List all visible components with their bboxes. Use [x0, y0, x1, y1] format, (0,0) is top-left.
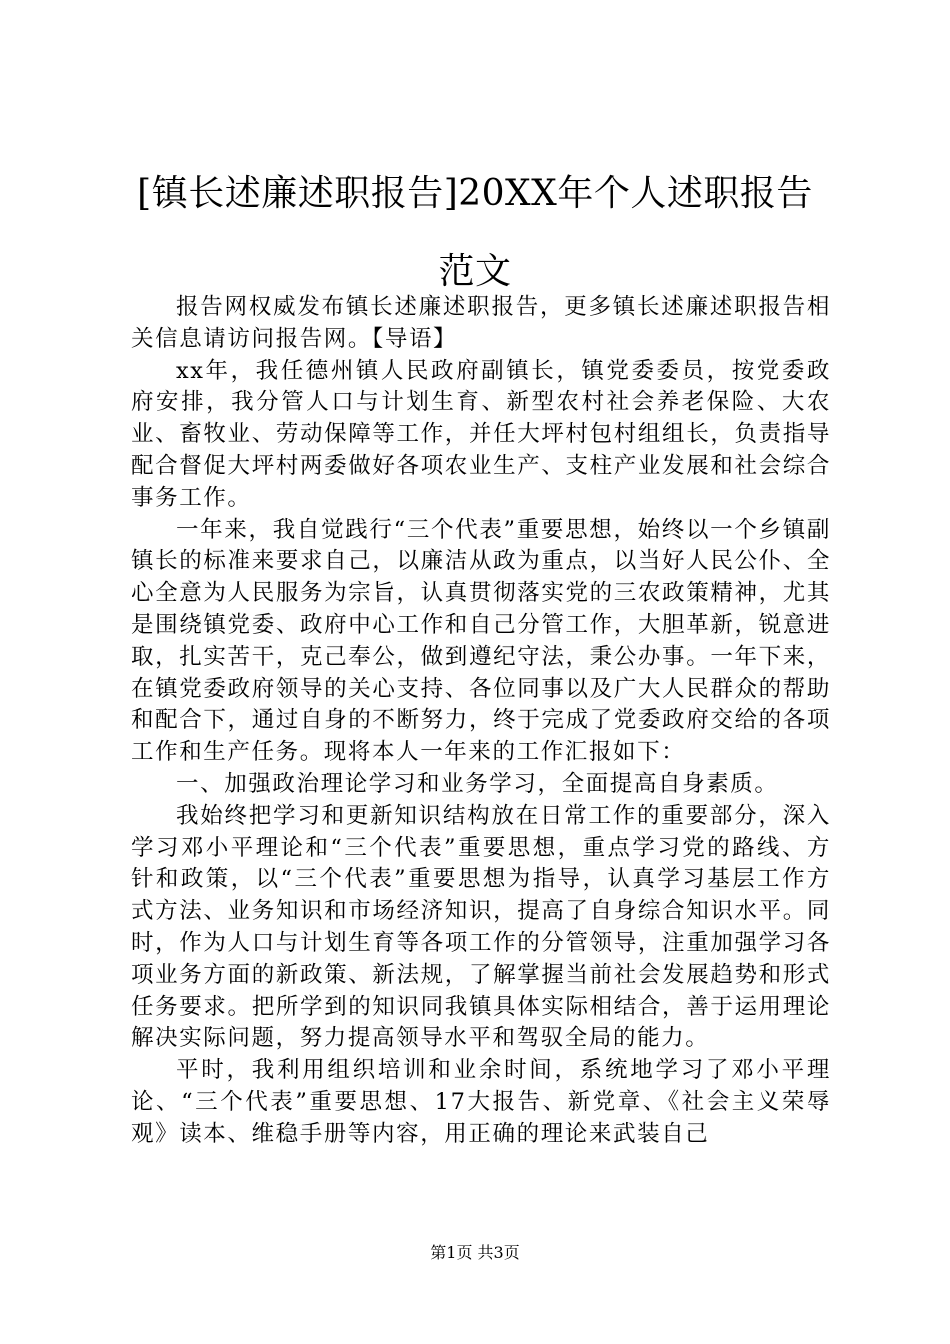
page-footer: 第1页 共3页 — [430, 1243, 520, 1262]
paragraph-training: 平时，我利用组织培训和业余时间，系统地学习了邓小平理论、“三个代表”重要思想、17大报告、新党章、《社会主义荣辱观》读本、维稳手册等内容，用正确的理论来武装自己 — [131, 1057, 831, 1147]
paragraph-intro: 报告网权威发布镇长述廉述职报告，更多镇长述廉述职报告相关信息请访问报告网。【导语】 — [131, 294, 831, 352]
document-title: [镇长述廉述职报告]20XX年个人述职报告范文 — [137, 173, 813, 292]
paragraph-duties: xx年，我任德州镇人民政府副镇长，镇党委委员，按党委政府安排，我分管人口与计划生育、新型农村社会养老保险、大农业、畜牧业、劳动保障等工作，并任大坪村包村组组长，负责指导配合督促大坪村两委做好各项农业生产、支柱产业发展和社会综合事务工作。 — [131, 357, 831, 511]
paragraph-summary: 一年来，我自觉践行“三个代表”重要思想，始终以一个乡镇副镇长的标准来要求自己，以廉洁从政为重点，以当好人民公仆、全心全意为人民服务为宗旨，认真贯彻落实党的三农政策精神，尤其是围绕镇党委、政府中心工作和自己分管工作，大胆革新，锐意进取，扎实苦干，克己奉公，做到遵纪守法，秉公办事。一年下来，在镇党委政府领导的关心支持、各位同事以及广大人民群众的帮助和配合下，通过自身的不断努力，终于完成了党委政府交给的各项工作和生产任务。现将本人一年来的工作汇报如下： — [131, 516, 831, 766]
document-body — [131, 292, 831, 1151]
section-heading-1: 一、加强政治理论学习和业务学习，全面提高自身素质。 — [176, 770, 779, 797]
paragraph-study: 我始终把学习和更新知识结构放在日常工作的重要部分，深入学习邓小平理论和“三个代表”重要思想，重点学习党的路线、方针和政策，以“三个代表”重要思想为指导，认真学习基层工作方式方法、业务知识和市场经济知识，提高了自身综合知识水平。同时，作为人口与计划生育等各项工作的分管领导，注重加强学习各项业务方面的新政策、新法规，了解掌握当前社会发展趋势和形式任务要求。把所学到的知识同我镇具体实际相结合，善于运用理论解决实际问题，努力提高领导水平和驾驭全局的能力。 — [131, 802, 831, 1052]
